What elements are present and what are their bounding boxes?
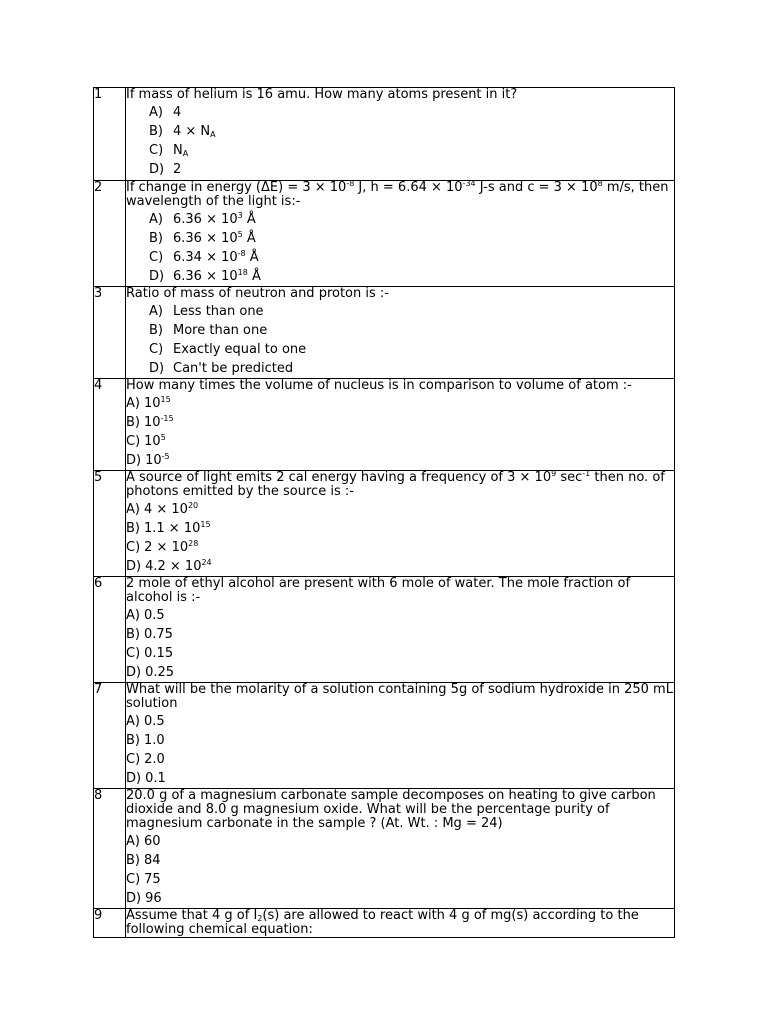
option-text: 0.25: [145, 665, 175, 680]
option-text: 2: [173, 162, 182, 177]
option-letter: C): [126, 872, 141, 887]
option-item: [126, 141, 674, 160]
option-text-superscript: 18: [237, 268, 248, 277]
question-cell: [126, 379, 675, 471]
option-item: [126, 712, 674, 731]
question-text-superscript: 9: [551, 469, 557, 478]
option-letter: B): [126, 733, 140, 748]
question-number: 2: [94, 181, 126, 287]
option-text: $2 \times 10^{28}$: [144, 539, 199, 555]
option-item: [126, 538, 674, 557]
option-text: $1.1 \times 10^{15}$: [144, 520, 211, 536]
question-table-body: [94, 88, 675, 938]
question-row: [94, 379, 675, 471]
question-text-superscript: -34: [462, 179, 476, 188]
option-text-superscript: 28: [188, 539, 199, 548]
question-text: 20.0 g of a magnesium carbonate sample decomposes on heating to give carbon dioxide and 8.0 g magnesium oxide. What will be the percentage purity of magnesium carbonate in the sample ? (At. Wt. : Mg = 24): [126, 788, 656, 831]
option-item: [126, 606, 674, 625]
option-text-subscript: A: [182, 149, 189, 158]
question-text: A source of light emits 2 cal energy having a frequency of $3 \times 10^9$ $\sec^{-1}$ then no. of photons emitted by the source is :-: [126, 469, 665, 499]
question-text: How many times the volume of nucleus is in comparison to volume of atom :-: [126, 378, 632, 393]
option-text: 0.5: [143, 714, 165, 729]
option-list: [126, 210, 674, 286]
option-item: [126, 870, 674, 889]
option-text: $6.34 \times 10^{-8}$ Å: [173, 249, 259, 265]
option-item: [126, 663, 674, 682]
option-letter: D): [126, 559, 142, 574]
option-letter: B): [126, 415, 140, 430]
question-text-superscript: -8: [346, 179, 355, 188]
option-item: [126, 248, 674, 267]
option-letter: C): [149, 250, 164, 265]
option-text: 0.75: [144, 627, 173, 642]
option-letter: D): [126, 771, 142, 786]
option-text: $10^{-15}$: [144, 414, 174, 430]
question-number: 3: [94, 287, 126, 379]
option-text: 1.0: [144, 733, 165, 748]
option-text: 0.15: [144, 646, 174, 661]
option-text-superscript: 24: [201, 558, 212, 567]
option-text-superscript: -15: [160, 414, 174, 423]
option-item: [126, 644, 674, 663]
option-item: [126, 340, 674, 359]
option-item: [126, 302, 674, 321]
question-text: If change in energy $(\Delta E) = 3 \times 10^{-8}$ J, $h = 6.64 \times 10^{-34}$ J-s and $c = 3 \times 10^8$ m/s, then wavelength of the light is:-: [126, 179, 669, 209]
option-item: [126, 160, 674, 179]
option-text: 84: [144, 853, 161, 868]
option-item: [126, 229, 674, 248]
option-letter: B): [126, 853, 140, 868]
option-text: 0.1: [145, 771, 166, 786]
option-item: [126, 359, 674, 378]
option-letter: D): [126, 453, 142, 468]
question-number: 1: [94, 88, 126, 181]
option-item: [126, 451, 674, 470]
question-row: [94, 577, 675, 683]
question-cell: [126, 683, 675, 789]
option-text-superscript: 5: [237, 230, 243, 239]
question-number: 9: [94, 909, 126, 938]
question-row: [94, 683, 675, 789]
question-number: 8: [94, 789, 126, 909]
option-text: 96: [145, 891, 162, 906]
option-item: [126, 625, 674, 644]
question-number: 6: [94, 577, 126, 683]
option-text-superscript: 3: [237, 211, 243, 220]
option-letter: B): [126, 627, 140, 642]
question-number: 5: [94, 471, 126, 577]
question-row: [94, 789, 675, 909]
option-item: [126, 851, 674, 870]
option-text: Exactly equal to one: [173, 342, 307, 357]
option-letter: B): [149, 231, 163, 246]
question-cell: [126, 789, 675, 909]
option-letter: A): [126, 834, 140, 849]
option-letter: C): [149, 342, 164, 357]
option-item: [126, 413, 674, 432]
option-text: $6.36 \times 10^5$ Å: [173, 230, 256, 246]
question-cell: [126, 577, 675, 683]
option-text: 75: [144, 872, 161, 887]
option-letter: D): [149, 269, 165, 284]
option-text: Can't be predicted: [173, 361, 294, 376]
option-letter: A): [126, 714, 140, 729]
question-row: [94, 88, 675, 181]
option-text-subscript: A: [210, 130, 216, 139]
question-text: If mass of helium is 16 amu. How many atoms present in it?: [126, 87, 518, 102]
option-list: [126, 606, 674, 682]
question-text-subscript: 2: [257, 914, 263, 923]
option-letter: A): [149, 105, 163, 120]
option-text-superscript: 5: [160, 433, 166, 442]
option-item: [126, 557, 674, 576]
option-item: [126, 394, 674, 413]
option-list: [126, 302, 674, 378]
question-table: [93, 87, 675, 938]
option-letter: D): [126, 665, 142, 680]
option-letter: D): [149, 361, 165, 376]
option-text-superscript: 20: [187, 501, 199, 510]
option-text: 60: [143, 834, 161, 849]
question-text: Assume that 4 g of $I_2(s)$ are allowed to react with 4 g of mg(s) according to the following chemical equation:: [126, 908, 639, 937]
option-letter: C): [126, 434, 141, 449]
option-text: $6.36 \times 10^{18}$ Å: [173, 268, 261, 284]
option-list: [126, 832, 674, 908]
question-text-superscript: -1: [582, 469, 591, 478]
question-cell: [126, 471, 675, 577]
option-item: [126, 750, 674, 769]
option-item: [126, 519, 674, 538]
question-row: [94, 471, 675, 577]
option-item: [126, 103, 674, 122]
option-letter: C): [126, 646, 141, 661]
option-text-superscript: -8: [237, 249, 246, 258]
option-item: [126, 122, 674, 141]
option-list: [126, 712, 674, 788]
option-text-superscript: 15: [200, 520, 211, 529]
option-letter: C): [126, 540, 141, 555]
option-item: [126, 769, 674, 788]
option-text: 0.5: [143, 608, 165, 623]
option-item: [126, 432, 674, 451]
question-text-superscript: 8: [597, 179, 603, 188]
option-letter: B): [149, 323, 163, 338]
question-text: Ratio of mass of neutron and proton is :-: [126, 286, 389, 301]
option-text-superscript: -5: [161, 452, 170, 461]
question-text: 2 mole of ethyl alcohol are present with 6 mole of water. The mole fraction of alcohol is :-: [126, 576, 631, 605]
option-text: $N_A$: [173, 143, 189, 158]
option-letter: B): [149, 124, 163, 139]
option-letter: B): [126, 521, 140, 536]
option-item: [126, 500, 674, 519]
question-row: [94, 287, 675, 379]
question-cell: [126, 88, 675, 181]
question-cell: [126, 287, 675, 379]
option-item: [126, 731, 674, 750]
question-cell: [126, 181, 675, 287]
question-row: [94, 181, 675, 287]
question-text: What will be the molarity of a solution containing 5g of sodium hydroxide in 250 mL solution: [126, 682, 673, 711]
option-item: [126, 210, 674, 229]
option-letter: A): [149, 304, 163, 319]
option-letter: C): [149, 143, 164, 158]
option-list: [126, 103, 674, 179]
option-list: [126, 394, 674, 470]
option-item: [126, 832, 674, 851]
option-text: Less than one: [173, 304, 264, 319]
question-row: [94, 909, 675, 938]
option-text: $10^5$: [144, 433, 166, 449]
option-text: 2.0: [144, 752, 165, 767]
option-letter: A): [126, 396, 140, 411]
option-letter: D): [149, 162, 165, 177]
question-number: 7: [94, 683, 126, 789]
option-text: More than one: [173, 323, 268, 338]
question-number: 4: [94, 379, 126, 471]
option-list: [126, 500, 674, 576]
option-letter: A): [126, 502, 140, 517]
option-text: 4: [173, 105, 182, 120]
option-letter: A): [149, 212, 163, 227]
option-letter: A): [126, 608, 140, 623]
option-text: $4.2 \times 10^{24}$: [145, 558, 212, 574]
option-text: $10^{15}$: [143, 395, 171, 411]
option-letter: D): [126, 891, 142, 906]
option-text: $6.36 \times 10^3$ Å: [173, 211, 256, 227]
option-text-superscript: 15: [160, 395, 171, 404]
option-text: $4 \times 10^{20}$: [143, 501, 199, 517]
option-text: $10^{-5}$: [145, 452, 170, 468]
question-cell: [126, 909, 675, 938]
option-item: [126, 267, 674, 286]
option-text: $4 \times N_A$: [173, 124, 216, 139]
option-item: [126, 889, 674, 908]
option-item: [126, 321, 674, 340]
option-letter: C): [126, 752, 141, 767]
